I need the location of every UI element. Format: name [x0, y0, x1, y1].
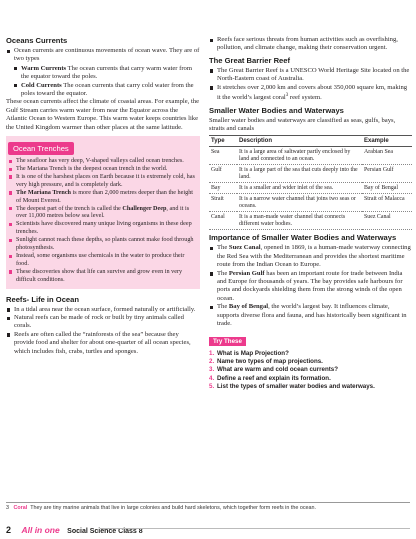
table-cell: Gulf: [209, 165, 237, 183]
table-cell: Bay: [209, 183, 237, 194]
list-item: The seafloor has very deep, V-shaped valleys called ocean trenches.: [8, 157, 196, 165]
trenches-list: [8, 157, 196, 284]
list-item: The Great Barrier Reef is a UNESCO World Heritage Site located on the North-Eastern coast of Australia.: [209, 67, 412, 84]
page-footer: [6, 520, 143, 535]
list-item: The Mariana Trench is the deepest ocean trench in the world.: [8, 165, 196, 173]
try-these-list: [209, 350, 412, 392]
list-item: Scientists have discovered many unique living organisms in these deep trenches.: [8, 220, 196, 236]
footnote: 3 Coral They are tiny marine animals that live in large colonies and build hard skeletons, which together form reefs in the ocean.: [6, 502, 410, 511]
table-cell: Strait: [209, 194, 237, 212]
table-cell: It is a smaller and wider inlet of the sea.: [237, 183, 362, 194]
water-bodies-table: [209, 135, 412, 230]
list-item: The Suez Canal, opened in 1869, is a human-made waterway connecting the Red Sea with the Mediterranean and provides the shortest maritime route from the Indian Ocean to Europe.: [209, 244, 412, 269]
ocean-currents-list: [6, 47, 200, 64]
table-cell: It is a large part of the sea that cuts deeply into the land.: [237, 165, 362, 183]
table-cell: It is a large area of saltwater partly enclosed by land and connected to an ocean.: [237, 147, 362, 165]
list-item: The deepest part of the trench is called the Challenger Deep, and it is over 11,000 metres below sea level.: [8, 205, 196, 221]
smaller-water-heading: Smaller Water Bodies and Waterways: [209, 105, 344, 115]
ocean-currents-paragraph: These ocean currents affect the climate of coastal areas. For example, the Gulf Stream carries warm water from near the Equator across the Atlantic Ocean to Western Europe. This warm water keeps countries like the United Kingdom warmer than other places at the same latitude.: [6, 98, 200, 131]
table-cell: Persian Gulf: [362, 165, 412, 183]
table-cell: Sea: [209, 147, 237, 165]
list-item: The Bay of Bengal, the world’s largest bay. It influences climate, supports diverse flora and fauna, and has historically been significant in trade.: [209, 303, 412, 328]
column-header: Description: [237, 136, 362, 147]
list-item: Ocean currents are continuous movements of ocean wave. They are of two types: [6, 47, 200, 64]
footer-rule: [100, 528, 410, 529]
list-item: 4. Define a reef and explain its formation.: [209, 374, 331, 382]
book-title: Social Science Class 8: [67, 528, 143, 535]
table-row: [209, 183, 412, 194]
table-cell: Arabian Sea: [362, 147, 412, 165]
importance-heading: Importance of Smaller Water Bodies and Waterways: [209, 233, 397, 243]
table-row: [209, 165, 412, 183]
list-item: Sunlight cannot reach these depths, so plants cannot make food through photosynthesis.: [8, 236, 196, 252]
list-item: These discoveries show that life can survive and grow even in very difficult conditions.: [8, 268, 196, 284]
ocean-trenches-box: [6, 136, 200, 289]
ocean-trenches-title: Ocean Trenches: [8, 142, 74, 155]
ocean-currents-heading: Oceans Currents: [6, 36, 68, 45]
list-item: 5. List the types of smaller water bodies and waterways.: [209, 383, 375, 391]
list-item: In a tidal area near the ocean surface, formed naturally or artificially.: [6, 306, 200, 314]
list-item: Reefs are often called the “rainforests of the sea” because they provide food and shelter for about one-quarter of all ocean species, which includes fish, crabs, turtles and sponges.: [6, 331, 200, 356]
column-header: Type: [209, 136, 237, 147]
list-item: The Persian Gulf has been an important route for trade between India and Europe for thousands of years. The bay provides safe harbours for ports and dockyards shielding them from the strong winds of the open ocean.: [209, 270, 412, 304]
list-item: It stretches over 2,000 km and covers about 350,000 square km, making it the world’s largest coral$^3$ reef system.: [209, 84, 412, 103]
list-item: Reefs face serious threats from human activities such as overfishing, pollution, and climate change, making their conservation urgent.: [209, 36, 412, 53]
list-item: Instead, some organisms use chemicals in the water to produce their food.: [8, 252, 196, 268]
page-number: 2: [6, 525, 12, 535]
try-these-label: Try These: [209, 337, 246, 346]
table-cell: Canal: [209, 212, 237, 230]
reefs-list: [6, 306, 200, 356]
gbr-heading: The Great Barrier Reef: [209, 55, 291, 65]
table-row: [209, 194, 412, 212]
current-types-list: [6, 65, 200, 99]
importance-list: [209, 244, 412, 328]
reef-threat-list: [209, 36, 412, 53]
table-header-row: [209, 136, 412, 147]
reefs-heading: Reefs- Life in Ocean: [6, 294, 80, 304]
column-header: Example: [362, 136, 412, 147]
list-item: It is one of the harshest places on Earth because it is extremely cold, has very high pressure, and is completely dark.: [8, 173, 196, 189]
table-cell: It is a man-made water channel that connects different water bodies.: [237, 212, 362, 230]
list-item: 1. What is Map Projection?: [209, 349, 289, 357]
table-cell: Suez Canal: [362, 212, 412, 230]
right-column: [209, 36, 412, 392]
table-cell: It is a narrow water channel that joins two seas or oceans.: [237, 194, 362, 212]
brand-logo: All in one: [21, 525, 60, 535]
table-cell: Strait of Malacca: [362, 194, 412, 212]
list-item: 3. What are warm and cold ocean currents?: [209, 366, 339, 374]
left-column: [6, 36, 200, 357]
table-row: [209, 212, 412, 230]
list-item: Cold Currents The ocean currents that carry cold water from the poles toward the equator.: [14, 82, 200, 99]
table-cell: Bay of Bengal: [362, 183, 412, 194]
list-item: 2. Name two types of map projections.: [209, 357, 323, 365]
table-row: [209, 147, 412, 165]
list-item: Natural reefs can be made of rock or built by tiny animals called corals.: [6, 314, 200, 331]
list-item: Warm Currents The ocean currents that carry warm water from the equator toward the poles.: [14, 65, 200, 82]
gbr-list: [209, 67, 412, 103]
smaller-water-intro: Smaller water bodies and waterways are classified as seas, gulfs, bays, straits and canals: [209, 116, 396, 133]
list-item: The Mariana Trench is more than 2,000 metres deeper than the height of Mount Everest.: [8, 189, 196, 205]
